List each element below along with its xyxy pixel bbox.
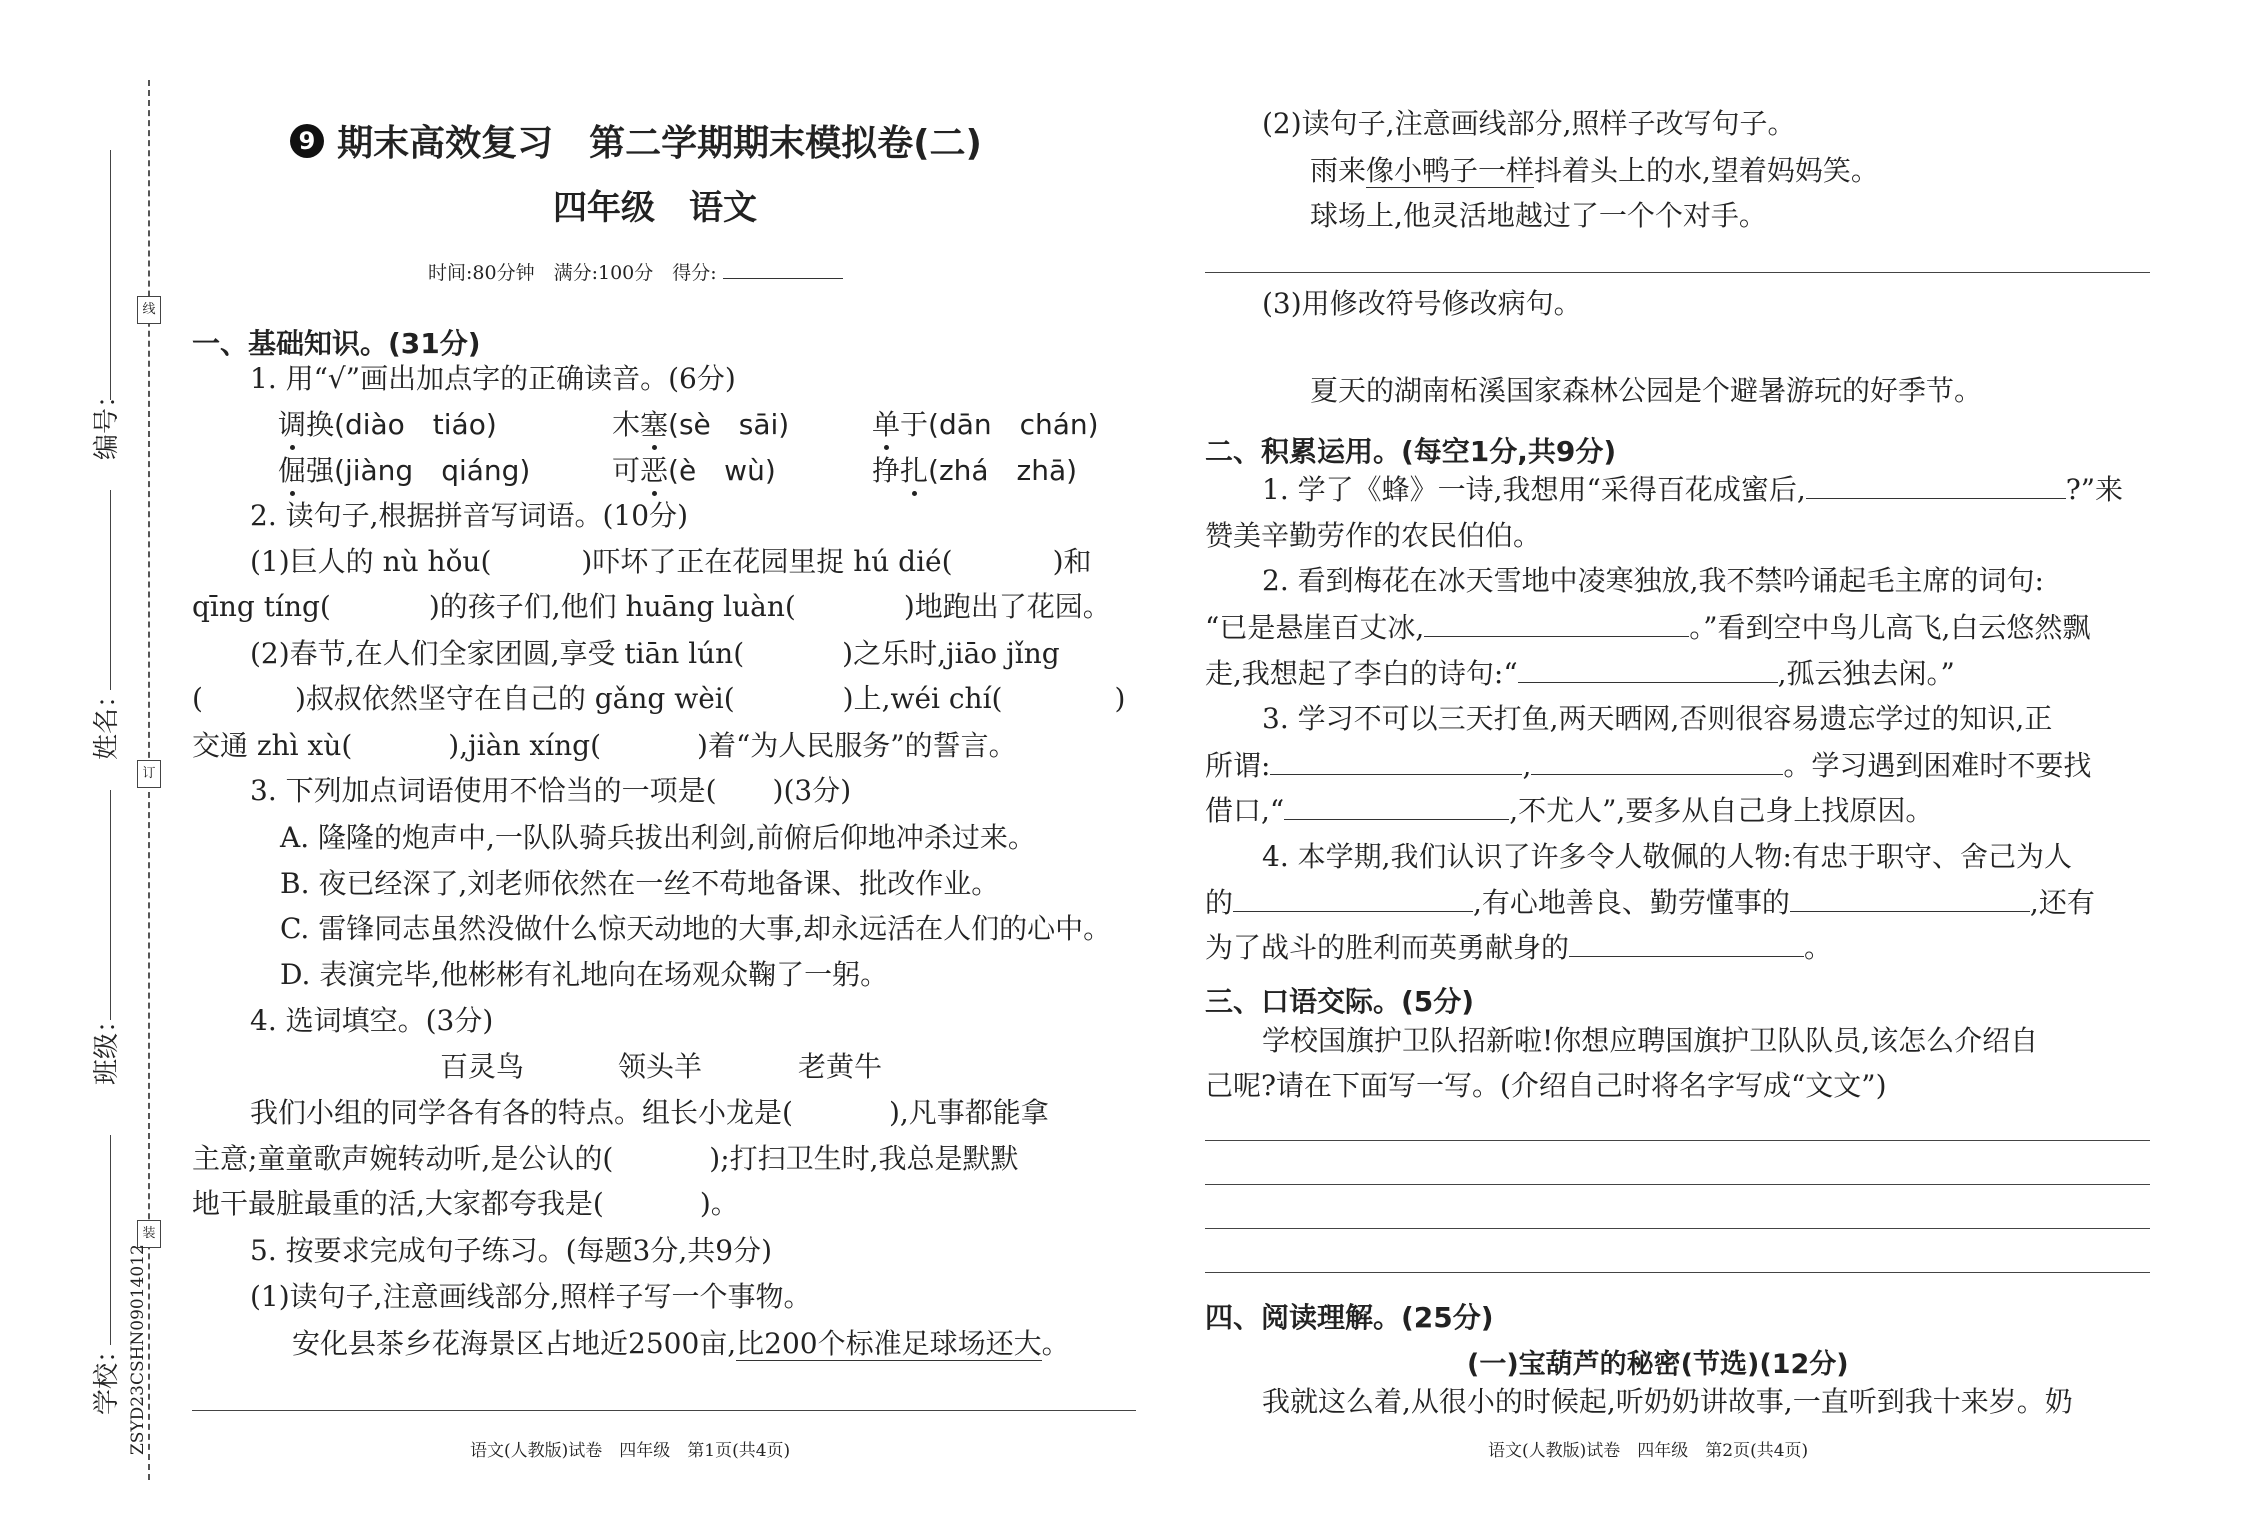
answer-line[interactable] [192,1410,1136,1411]
fill-blank[interactable] [1284,819,1509,820]
r2-line-3: 走,我想起了李白的诗句:“ ,孤云独去闲。” [1205,657,1955,690]
underlined-phrase: 像小鸭子一样 [1366,154,1535,187]
question-4: 4. 选词填空。(3分) [250,1004,494,1037]
question-3: 3. 下列加点词语使用不恰当的一项是( )(3分) [250,774,852,807]
r4-line-1: 4. 本学期,我们认识了许多令人敬佩的人物:有忠于职守、舍己为人 [1262,840,2072,873]
q4-line-1: 我们小组的同学各有各的特点。组长小龙是( ),凡事都能拿 [250,1096,1049,1129]
question-5: 5. 按要求完成句子练习。(每题3分,共9分) [250,1234,772,1267]
binding-mark-bind: 订 [137,760,161,788]
q4-line-3: 地干最脏最重的活,大家都夸我是( )。 [192,1187,739,1220]
q1-item-6[interactable]: 挣扎(zhá zhā) [872,454,1078,487]
q1-item-5[interactable]: 可恶(è wù) [612,454,776,487]
q1-item-1[interactable]: 调换(diào tiáo) [278,408,497,441]
reading-paragraph: 我就这么着,从很小的时候起,听奶奶讲故事,一直听到我十来岁。奶 [1262,1385,2073,1418]
q1-item-2[interactable]: 木塞(sè sāi) [612,408,790,441]
q2-line-4: ( )叔叔依然坚守在自己的 gǎng wèi( )上,wéi chí( ) [192,682,1126,715]
answer-line[interactable] [1205,272,2150,273]
fill-blank[interactable] [1518,682,1778,683]
footer-left: 语文(人教版)试卷 四年级 第1页(共4页) [470,1441,791,1461]
field-class-line[interactable] [110,790,111,1020]
section-1-heading: 一、基础知识。(31分) [192,327,481,360]
q5-sub-2: (2)读句子,注意画线部分,照样子改写句子。 [1262,107,1796,140]
section-2-heading: 二、积累运用。(每空1分,共9分) [1205,435,1617,468]
page-title: 期末高效复习 第二学期期末模拟卷(二) [337,123,983,164]
q3-option-b[interactable]: B. 夜已经深了,刘老师依然在一丝不苟地备课、批改作业。 [280,867,1000,900]
label-class: 班级： [92,1006,122,1085]
writing-line-2[interactable] [1205,1184,2150,1185]
q1-item-4[interactable]: 倔强(jiàng qiáng) [278,454,531,487]
r2-line-2: “已是悬崖百丈冰, 。”看到空中鸟儿高飞,白云悠然飘 [1205,611,2091,644]
label-school: 学校： [92,1336,122,1415]
score-blank[interactable] [723,278,843,279]
q5-sub-3: (3)用修改符号修改病句。 [1262,287,1582,320]
field-number-line[interactable] [110,150,111,400]
paper-code: ZSYD23CSHN09014012 [128,1244,148,1455]
section-4-heading: 四、阅读理解。(25分) [1205,1301,1494,1334]
writing-line-4[interactable] [1205,1272,2150,1273]
oral-prompt-1: 学校国旗护卫队招新啦!你想应聘国旗护卫队队员,该怎么介绍自 [1262,1024,2039,1057]
field-name-line[interactable] [110,490,111,690]
binding-mark-line: 线 [137,296,161,324]
q3-option-a[interactable]: A. 隆隆的炮声中,一队队骑兵拔出利剑,前俯后仰地冲杀过来。 [280,821,1036,854]
r3-line-1: 3. 学习不可以三天打鱼,两天晒网,否则很容易遗忘学过的知识,正 [1262,702,2053,735]
footer-right: 语文(人教版)试卷 四年级 第2页(共4页) [1488,1441,1809,1461]
fill-blank[interactable] [1233,911,1473,912]
label-name: 姓名： [92,681,122,760]
r4-line-3: 为了战斗的胜利而英勇献身的 。 [1205,931,1833,964]
binding-mark-pack: 装 [137,1220,161,1248]
question-1: 1. 用“√”画出加点字的正确读音。(6分) [250,362,736,395]
q4-word-1: 百灵鸟 [440,1050,525,1083]
q5-sub-2-task: 球场上,他灵活地越过了一个个对手。 [1310,199,1767,232]
reading-title: (一)宝葫芦的秘密(节选)(12分) [1467,1349,1849,1380]
q5-sub-3-sentence[interactable]: 夏天的湖南柘溪国家森林公园是个避暑游玩的好季节。 [1310,374,1983,407]
q5-sub-1: (1)读句子,注意画线部分,照样子写一个事物。 [250,1280,812,1313]
exam-meta-text: 时间:80分钟 满分:100分 得分: [428,262,717,284]
r1-line-2: 赞美辛勤劳作的农民伯伯。 [1205,519,1542,552]
r3-line-2: 所谓: , 。学习遇到困难时不要找 [1205,749,2092,782]
q2-line-2: qīng tíng( )的孩子们,他们 huāng luàn( )地跑出了花园。 [192,590,1111,623]
field-school-line[interactable] [110,1135,111,1345]
q3-option-c[interactable]: C. 雷锋同志虽然没做什么惊天动地的大事,却永远活在人们的心中。 [280,912,1112,945]
section-3-heading: 三、口语交际。(5分) [1205,985,1475,1018]
exam-meta [428,258,843,285]
q5-sub-2-sentence: 雨来像小鸭子一样抖着头上的水,望着妈妈笑。 [1310,154,1879,187]
q2-line-5: 交通 zhì xù( ),jiàn xíng( )着“为人民服务”的誓言。 [192,729,1017,762]
writing-line-1[interactable] [1205,1140,2150,1141]
q2-line-1: (1)巨人的 nù hǒu( )吓坏了正在花园里捉 hú dié( )和 [250,545,1092,578]
fill-blank[interactable] [1790,911,2030,912]
fill-blank[interactable] [1424,636,1689,637]
q1-item-3[interactable]: 单于(dān chán) [872,408,1099,441]
fill-blank[interactable] [1806,498,2066,499]
page-subtitle: 四年级 语文 [553,188,757,228]
fill-blank[interactable] [1270,774,1522,775]
r1-line-1: 1. 学了《蜂》一诗,我想用“采得百花成蜜后, ?”来 [1262,473,2124,506]
fill-blank[interactable] [1531,774,1783,775]
title-row [290,115,982,166]
q4-line-2: 主意;童童歌声婉转动听,是公认的( );打扫卫生时,我总是默默 [192,1142,1019,1175]
q2-line-3: (2)春节,在人们全家团圆,享受 tiān lún( )之乐时,jiāo jǐng [250,637,1060,670]
underlined-phrase: 比200个标准足球场还大 [736,1327,1042,1360]
label-number: 编号： [92,381,122,460]
q3-option-d[interactable]: D. 表演完毕,他彬彬有礼地向在场观众鞠了一躬。 [280,958,889,991]
q4-word-3: 老黄牛 [798,1050,883,1083]
oral-prompt-2: 己呢?请在下面写一写。(介绍自己时将名字写成“文文”) [1205,1069,1887,1102]
volume-badge: 9 [290,124,324,158]
fill-blank[interactable] [1569,956,1804,957]
r3-line-3: 借口,“ ,不尤人”,要多从自己身上找原因。 [1205,794,1934,827]
r4-line-2: 的 ,有心地善良、勤劳懂事的 ,还有 [1205,886,2095,919]
r2-line-1: 2. 看到梅花在冰天雪地中凌寒独放,我不禁吟诵起毛主席的词句: [1262,564,2044,597]
question-2: 2. 读句子,根据拼音写词语。(10分) [250,499,688,532]
q4-word-2: 领头羊 [618,1050,703,1083]
writing-line-3[interactable] [1205,1228,2150,1229]
q5-sub-1-sentence: 安化县茶乡花海景区占地近2500亩,比200个标准足球场还大。 [292,1327,1070,1360]
